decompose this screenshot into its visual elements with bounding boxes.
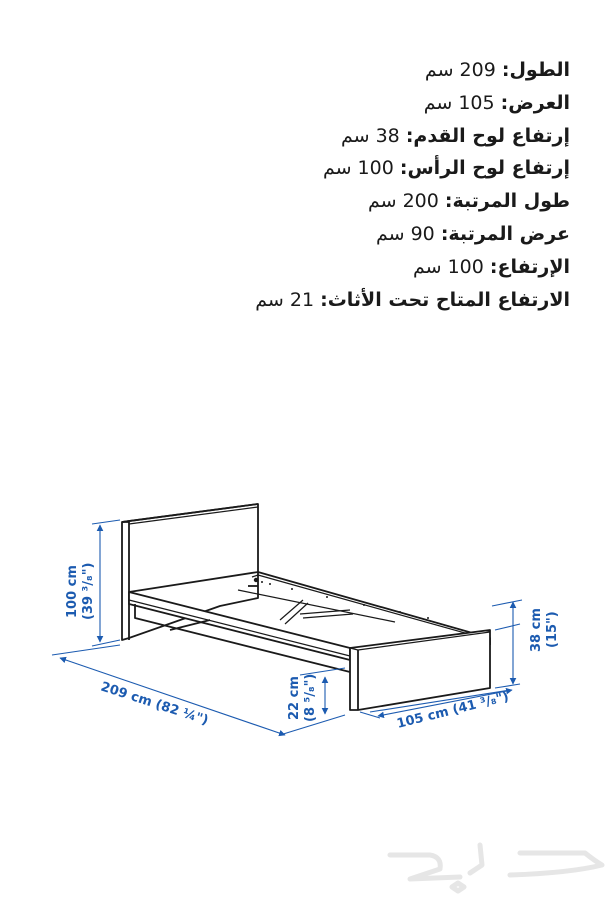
spec-mattress-length: طول المرتبة: 200 سم: [367, 190, 570, 213]
width-label: 105 cm (41 ³/₈"): [395, 689, 511, 732]
bed-specifications: [255, 54, 570, 316]
underbed-clearance-imperial: (8 ⁵/₈"): [303, 673, 318, 722]
footboard-height-metric: 38 cm: [529, 608, 544, 652]
spec-height: الإرتفاع: 100 سم: [412, 255, 570, 278]
spec-underbed-clearance: الارتفاع المتاح تحت الأثاث: 21 سم: [255, 288, 570, 311]
spec-length: الطول: 209 سم: [424, 59, 570, 81]
length-label: 209 cm (82 ¼"): [98, 679, 211, 729]
bed-dimension-diagram: [0, 480, 608, 840]
underbed-clearance-metric: 22 cm: [287, 676, 302, 720]
spec-headboard-height: إرتفاع لوح الرأس: 100 سم: [322, 157, 570, 180]
spec-footboard-height: إرتفاع لوح القدم: 38 سم: [340, 124, 570, 147]
headboard-height-metric: 100 cm: [65, 565, 80, 618]
headboard-height-imperial: (39 ³/₈"): [81, 562, 96, 620]
haraj-watermark-logo: [370, 835, 608, 895]
spec-width: العرض: 105 سم: [423, 91, 570, 114]
footboard-height-imperial: (15"): [545, 611, 560, 648]
spec-mattress-width: عرض المرتبة: 90 سم: [375, 222, 570, 245]
